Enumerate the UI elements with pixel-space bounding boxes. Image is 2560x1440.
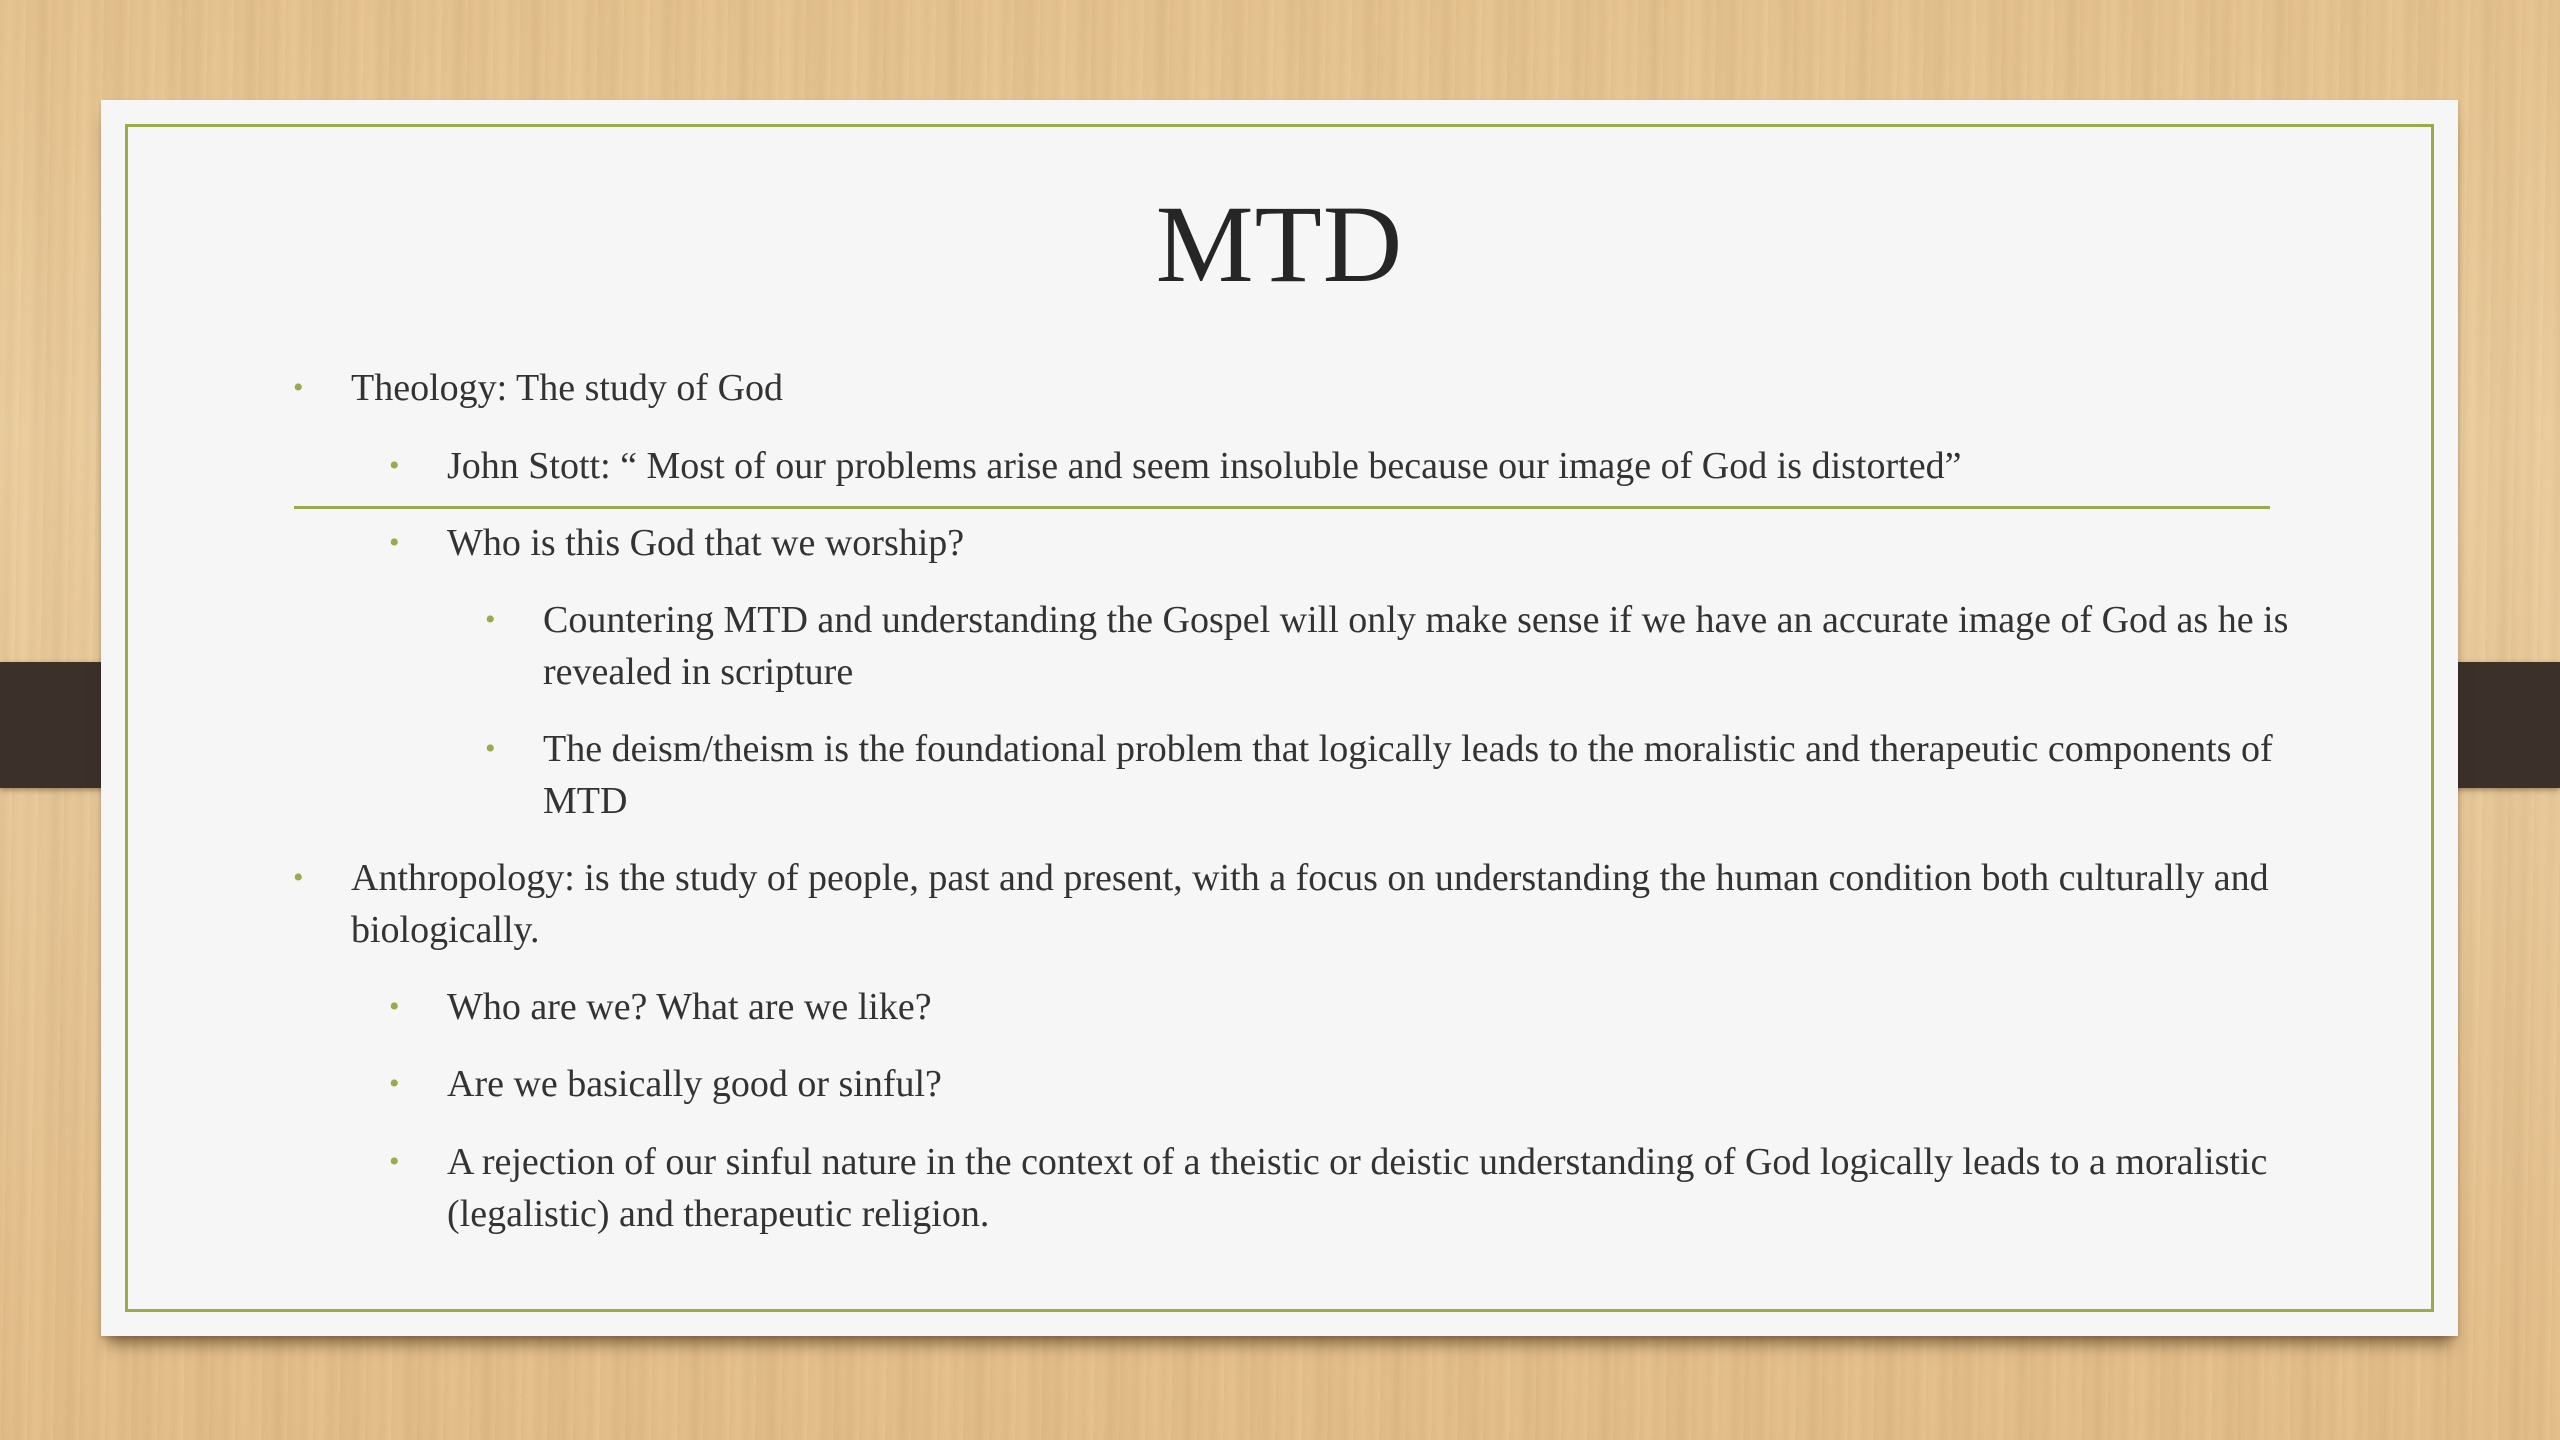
bullet-text: Who is this God that we worship?	[447, 522, 965, 564]
bullet-icon: •	[389, 990, 400, 1023]
bullet-item	[389, 1136, 2307, 1240]
bullet-icon: •	[389, 526, 400, 559]
bullet-text: Countering MTD and understanding the Gospel will only make sense if we have an accurate image of God as he is revealed in scripture	[543, 599, 2289, 693]
bullet-item	[389, 1058, 2307, 1110]
bullet-icon: •	[389, 1145, 400, 1178]
bullet-item	[293, 852, 2301, 956]
slide	[101, 100, 2458, 1336]
bullet-icon: •	[389, 1067, 400, 1100]
bullet-text: John Stott: “ Most of our problems arise and seem insoluble because our image of God is distorted”	[447, 445, 1962, 487]
bullet-item	[389, 440, 2307, 492]
bullet-icon: •	[485, 732, 496, 765]
bullet-text: Anthropology: is the study of people, past and present, with a focus on understanding the human condition both culturally and biologically.	[351, 857, 2269, 951]
bullet-text: Are we basically good or sinful?	[447, 1063, 942, 1105]
bullet-icon: •	[293, 861, 304, 894]
bullet-icon: •	[293, 371, 304, 404]
bullet-text: A rejection of our sinful nature in the context of a theistic or deistic understanding of God logically leads to a moralistic (legalistic) and therapeutic religion.	[447, 1141, 2268, 1235]
bullet-item	[485, 594, 2333, 698]
bullet-item	[389, 517, 2307, 569]
bullet-item	[485, 723, 2333, 827]
bullet-text: Who are we? What are we like?	[447, 986, 932, 1028]
bullet-text: Theology: The study of God	[351, 367, 784, 409]
slide-title: MTD	[1155, 183, 1404, 305]
bullet-icon: •	[485, 603, 496, 636]
bullet-item	[293, 362, 2301, 414]
bullet-icon: •	[389, 449, 400, 482]
slide-content	[101, 100, 2458, 1336]
bullet-text: The deism/theism is the foundational problem that logically leads to the moralistic and therapeutic components of MTD	[543, 728, 2273, 822]
bullet-item	[389, 981, 2307, 1033]
